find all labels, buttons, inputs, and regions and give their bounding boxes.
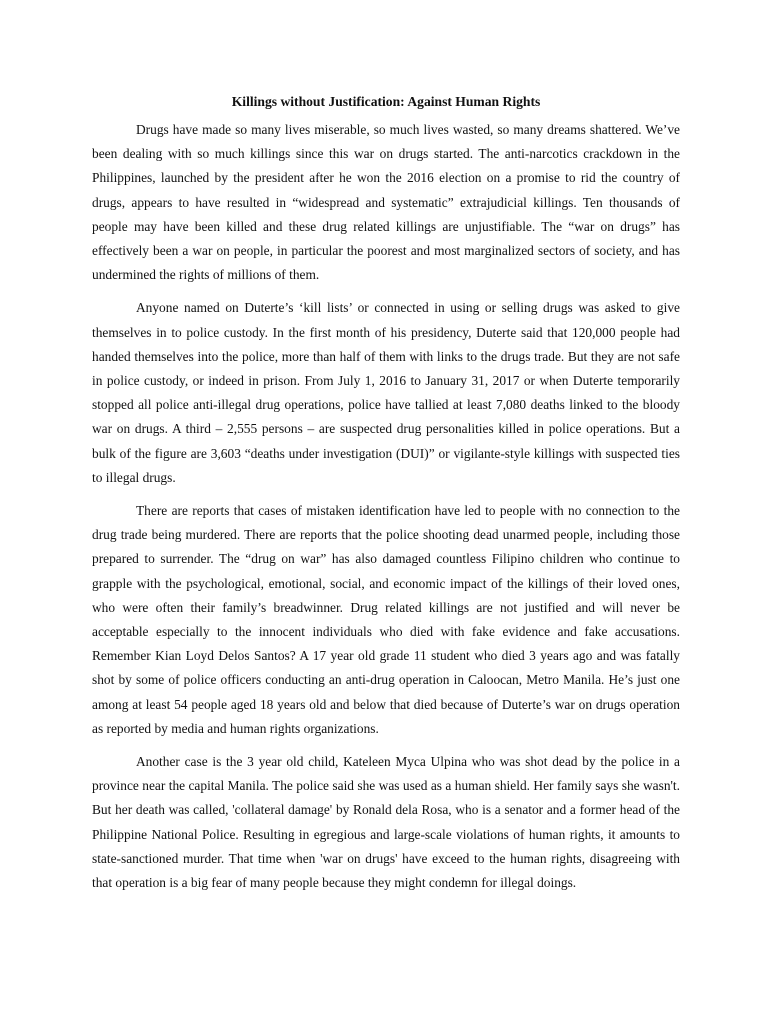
document-title: Killings without Justification: Against Human Rights [231, 94, 541, 109]
paragraph-2: Anyone named on Duterte’s ‘kill lists’ or connected in using or selling drugs was asked to give themselves in to police custody. In the first month of his presidency, Duterte said that 120,000 people had handed themselves into the police, more than half of them with links to the drugs trade. But they are not safe in police custody, or indeed in prison. From July 1, 2016 to January 31, 2017 or when Duterte temporarily stopped all police anti-illegal drug operations, police have tallied at least 7,080 deaths linked to the bloody war on drugs. A third – 2,555 persons – are suspected drug personalities killed in police operations. But a bulk of the figure are 3,603 “deaths under investigation (DUI)” or vigilante-style killings with suspected ties to illegal drugs. [92, 300, 680, 485]
paragraph-1: Drugs have made so many lives miserable, so much lives wasted, so many dreams shattered. We’ve been dealing with so much killings since this war on drugs started. The anti-narcotics crackdown in the Philippines, launched by the president after he won the 2016 election on a promise to rid the country of drugs, appears to have resulted in “widespread and systematic” extrajudicial killings. Ten thousands of people may have been killed and these drug related killings are unjustifiable. The “war on drugs” has effectively been a war on people, in particular the poorest and most marginalized sectors of society, and has undermined the rights of millions of them. [92, 122, 680, 283]
paragraph-4: Another case is the 3 year old child, Kateleen Myca Ulpina who was shot dead by the police in a province near the capital Manila. The police said she was used as a human shield. Her family says she wasn't. But her death was called, 'collateral damage' by Ronald dela Rosa, who is a senator and a former head of the Philippine National Police. Resulting in egregious and large-scale violations of human rights, it amounts to state-sanctioned murder. That time when 'war on drugs' have exceed to the human rights, disagreeing with that operation is a big fear of many people because they might condemn for illegal doings. [92, 754, 680, 891]
paragraph-3: There are reports that cases of mistaken identification have led to people with no connection to the drug trade being murdered. There are reports that the police shooting dead unarmed people, including those prepared to surrender. The “drug on war” has also damaged countless Filipino children who continue to grapple with the psychological, emotional, social, and economic impact of the killings of their loved ones, who were often their family’s breadwinner. Drug related killings are not justified and will never be acceptable especially to the innocent individuals who died with fake evidence and fake accusations. Remember Kian Loyd Delos Santos? A 17 year old grade 11 student who died 3 years ago and was fatally shot by some of police officers conducting an anti-drug operation in Caloocan, Metro Manila. He’s just one among at least 54 people aged 18 years old and below that died because of Duterte’s war on drugs operation as reported by media and human rights organizations. [92, 503, 680, 736]
document-page [92, 92, 680, 904]
